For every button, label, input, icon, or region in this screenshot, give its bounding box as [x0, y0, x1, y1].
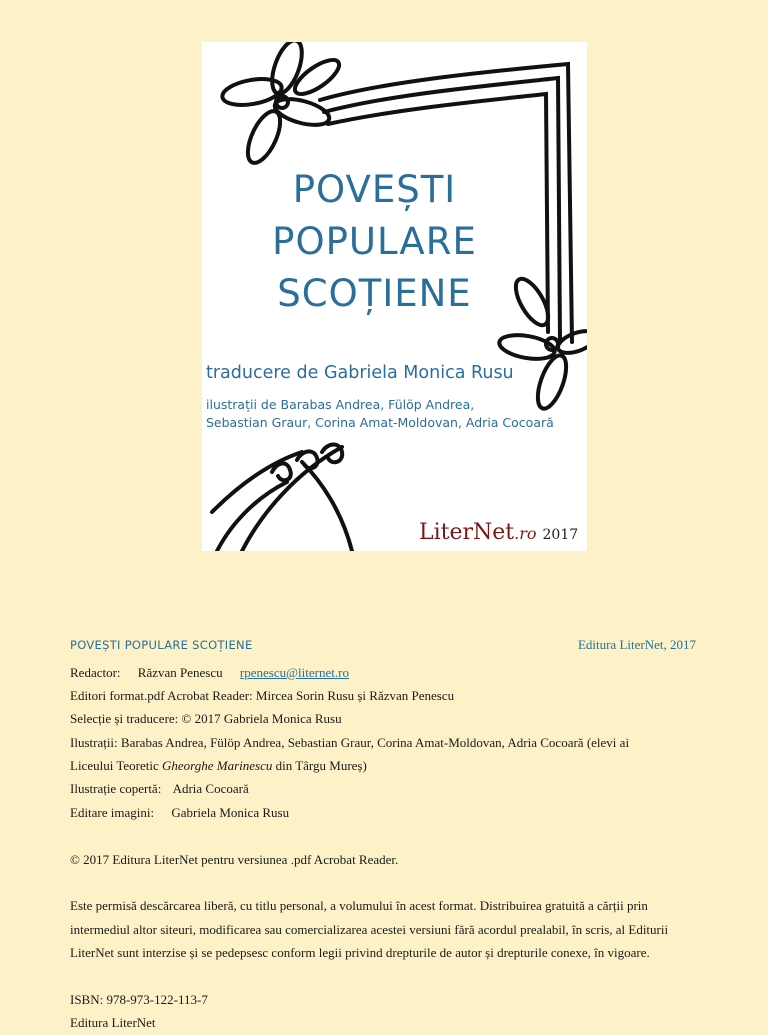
redactor-name: Răzvan Penescu: [137, 665, 223, 680]
footer-publisher: Editura LiterNet: [70, 1015, 156, 1030]
cover-illustration-label: Ilustrație copertă:: [70, 781, 162, 796]
cover-illustration-name: Adria Cocoară: [172, 781, 249, 796]
book-cover: [202, 42, 587, 551]
cover-title-line-1: POVEȘTI: [292, 168, 457, 211]
image-editing-name: Gabriela Monica Rusu: [171, 805, 290, 820]
selection-line: Selecție și traducere: © 2017 Gabriela Monica Rusu: [70, 711, 342, 726]
legal-line-1: Este permisă descărcarea liberă, cu titlu personal, a volumului în acest format. Distribuirea gratuită a cărții prin: [70, 898, 648, 913]
copyright-notice: © 2017 Editura LiterNet pentru versiunea .pdf Acrobat Reader.: [70, 852, 399, 867]
cover-illustrators-1: ilustrații de Barabas Andrea, Fülöp Andrea,: [206, 397, 475, 412]
logo-domain: .ro: [514, 524, 537, 543]
cover-translator: traducere de Gabriela Monica Rusu: [206, 363, 514, 383]
publisher-year: Editura LiterNet, 2017: [577, 637, 696, 652]
legal-line-2: intermediul altor siteuri, modificarea sau comercializarea acestei versiuni fără acordul prealabil, în scris, al Editurii: [70, 922, 669, 937]
illustrations-text-a: Liceului Teoretic: [70, 758, 162, 773]
page-header: [70, 633, 696, 658]
image-editing-label: Editare imagini:: [70, 805, 155, 820]
logo-brand: LiterNet: [419, 520, 515, 545]
legal-line-3: LiterNet sunt interzise și se pedepsesc conform legii privind drepturile de autor și drepturile conexe, în vigoare.: [70, 945, 650, 960]
cover-title-line-2: POPULARE: [272, 220, 477, 263]
school-name: Gheorghe Marinescu: [161, 758, 273, 773]
illustrations-line-2: [70, 754, 696, 778]
redactor-email-link[interactable]: rpenescu@liternet.ro: [239, 665, 349, 680]
redactor-label: Redactor:: [70, 665, 121, 680]
isbn: ISBN: 978-973-122-113-7: [70, 992, 208, 1007]
illustrations-text-c: din Târgu Mureș): [272, 758, 367, 773]
logo-year: 2017: [542, 527, 579, 543]
cover-illustrators-2: Sebastian Graur, Corina Amat-Moldovan, Adria Cocoară: [206, 415, 554, 430]
cover-publisher-logo: [419, 520, 578, 545]
book-title: POVEȘTI POPULARE SCOȚIENE: [70, 638, 253, 652]
image-editing-line: [70, 801, 696, 825]
cover-title-line-3: SCOȚIENE: [277, 272, 472, 315]
illustrations-line-1: Ilustrații: Barabas Andrea, Fülöp Andrea, Sebastian Graur, Corina Amat-Moldovan, Adria Cocoară (elevi ai: [70, 735, 630, 750]
editors-line: Editori format.pdf Acrobat Reader: Mircea Sorin Rusu și Răzvan Penescu: [70, 688, 455, 703]
redactor-line: [70, 661, 696, 685]
cover-illustration-line: [70, 777, 696, 801]
